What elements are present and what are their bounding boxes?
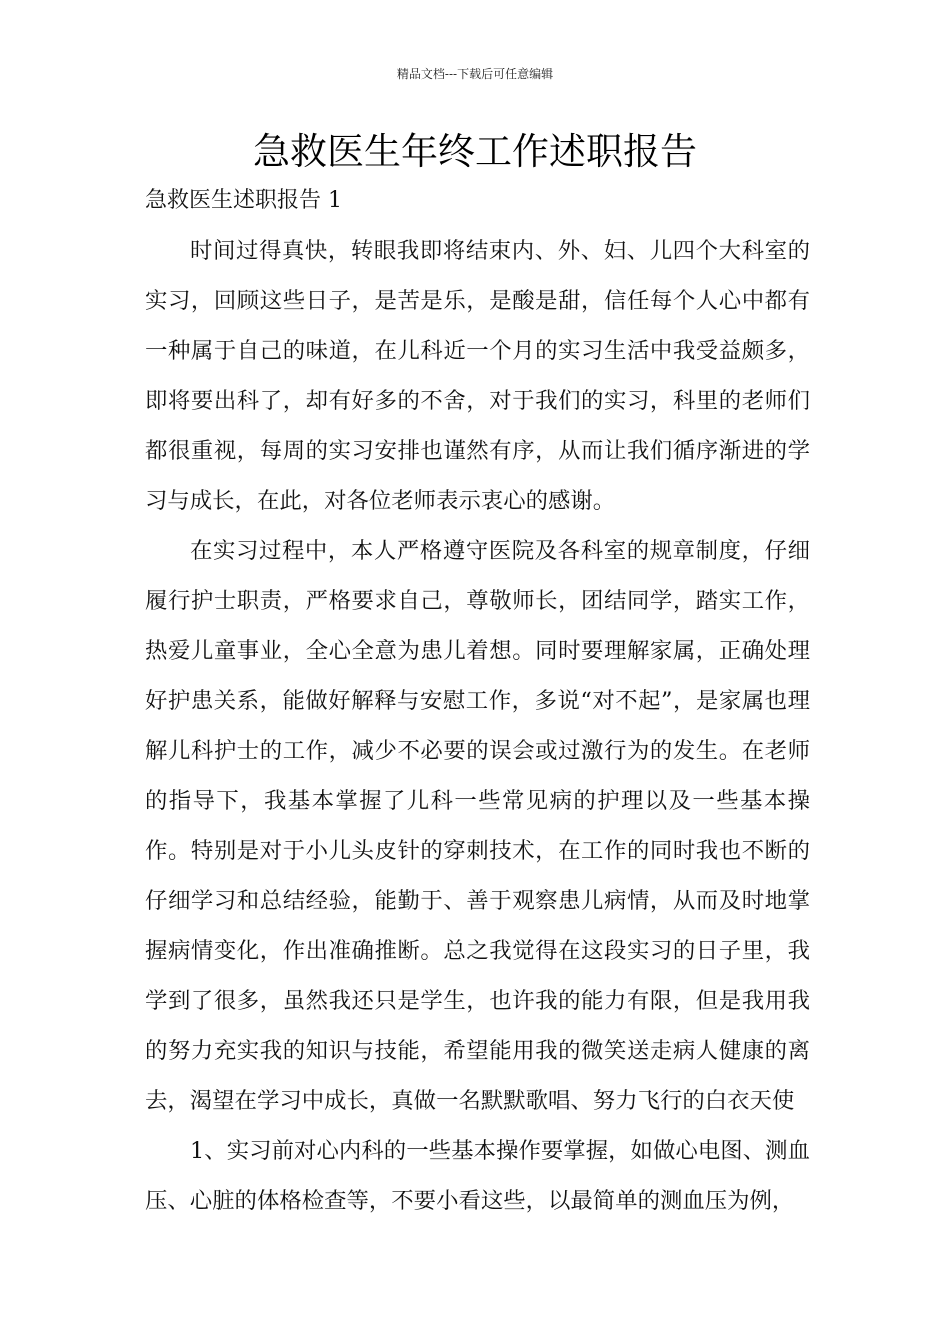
paragraph: 1、实习前对心内科的一些基本操作要掌握，如做心电图、测血压、心脏的体格检查等，不要小看这些，以最简单的测血压为例， — [145, 1138, 810, 1214]
section-subtitle: 急救医生述职报告 1 — [145, 188, 342, 213]
paragraph: 在实习过程中，本人严格遵守医院及各科室的规章制度，仔细履行护士职责，严格要求自己，尊敬师长，团结同学，踏实工作，热爱儿童事业，全心全意为患儿着想。同时要理解家属，正确处理好护患关系，能做好解释与安慰工作，多说“对不起”，是家属也理解儿科护士的工作，减少不必要的误会或过激行为的发生。在老师的指导下，我基本掌握了儿科一些常见病的护理以及一些基本操作。特别是对于小儿头皮针的穿刺技术，在工作的同时我也不断的仔细学习和总结经验，能勤于、善于观察患儿病情，从而及时地掌握病情变化，作出准确推断。总之我觉得在这段实习的日子里，我学到了很多，虽然我还只是学生，也许我的能力有限，但是我用我的努力充实我的知识与技能，希望能用我的微笑送走病人健康的离去，渴望在学习中成长，真做一名默默歌唱、努力飞行的白衣天使 — [145, 538, 810, 1114]
paragraph: 时间过得真快，转眼我即将结束内、外、妇、儿四个大科室的实习，回顾这些日子，是苦是乐，是酸是甜，信任每个人心中都有一种属于自己的味道，在儿科近一个月的实习生活中我受益颇多，即将要出科了，却有好多的不舍，对于我们的实习，科里的老师们都很重视，每周的实习安排也谨然有序，从而让我们循序渐进的学习与成长，在此，对各位老师表示衷心的感谢。 — [145, 238, 810, 514]
document-title: 急救医生年终工作述职报告 — [253, 130, 697, 173]
document-body — [145, 226, 810, 1226]
page-header: 精品文档---下载后可任意编辑 — [396, 67, 554, 81]
